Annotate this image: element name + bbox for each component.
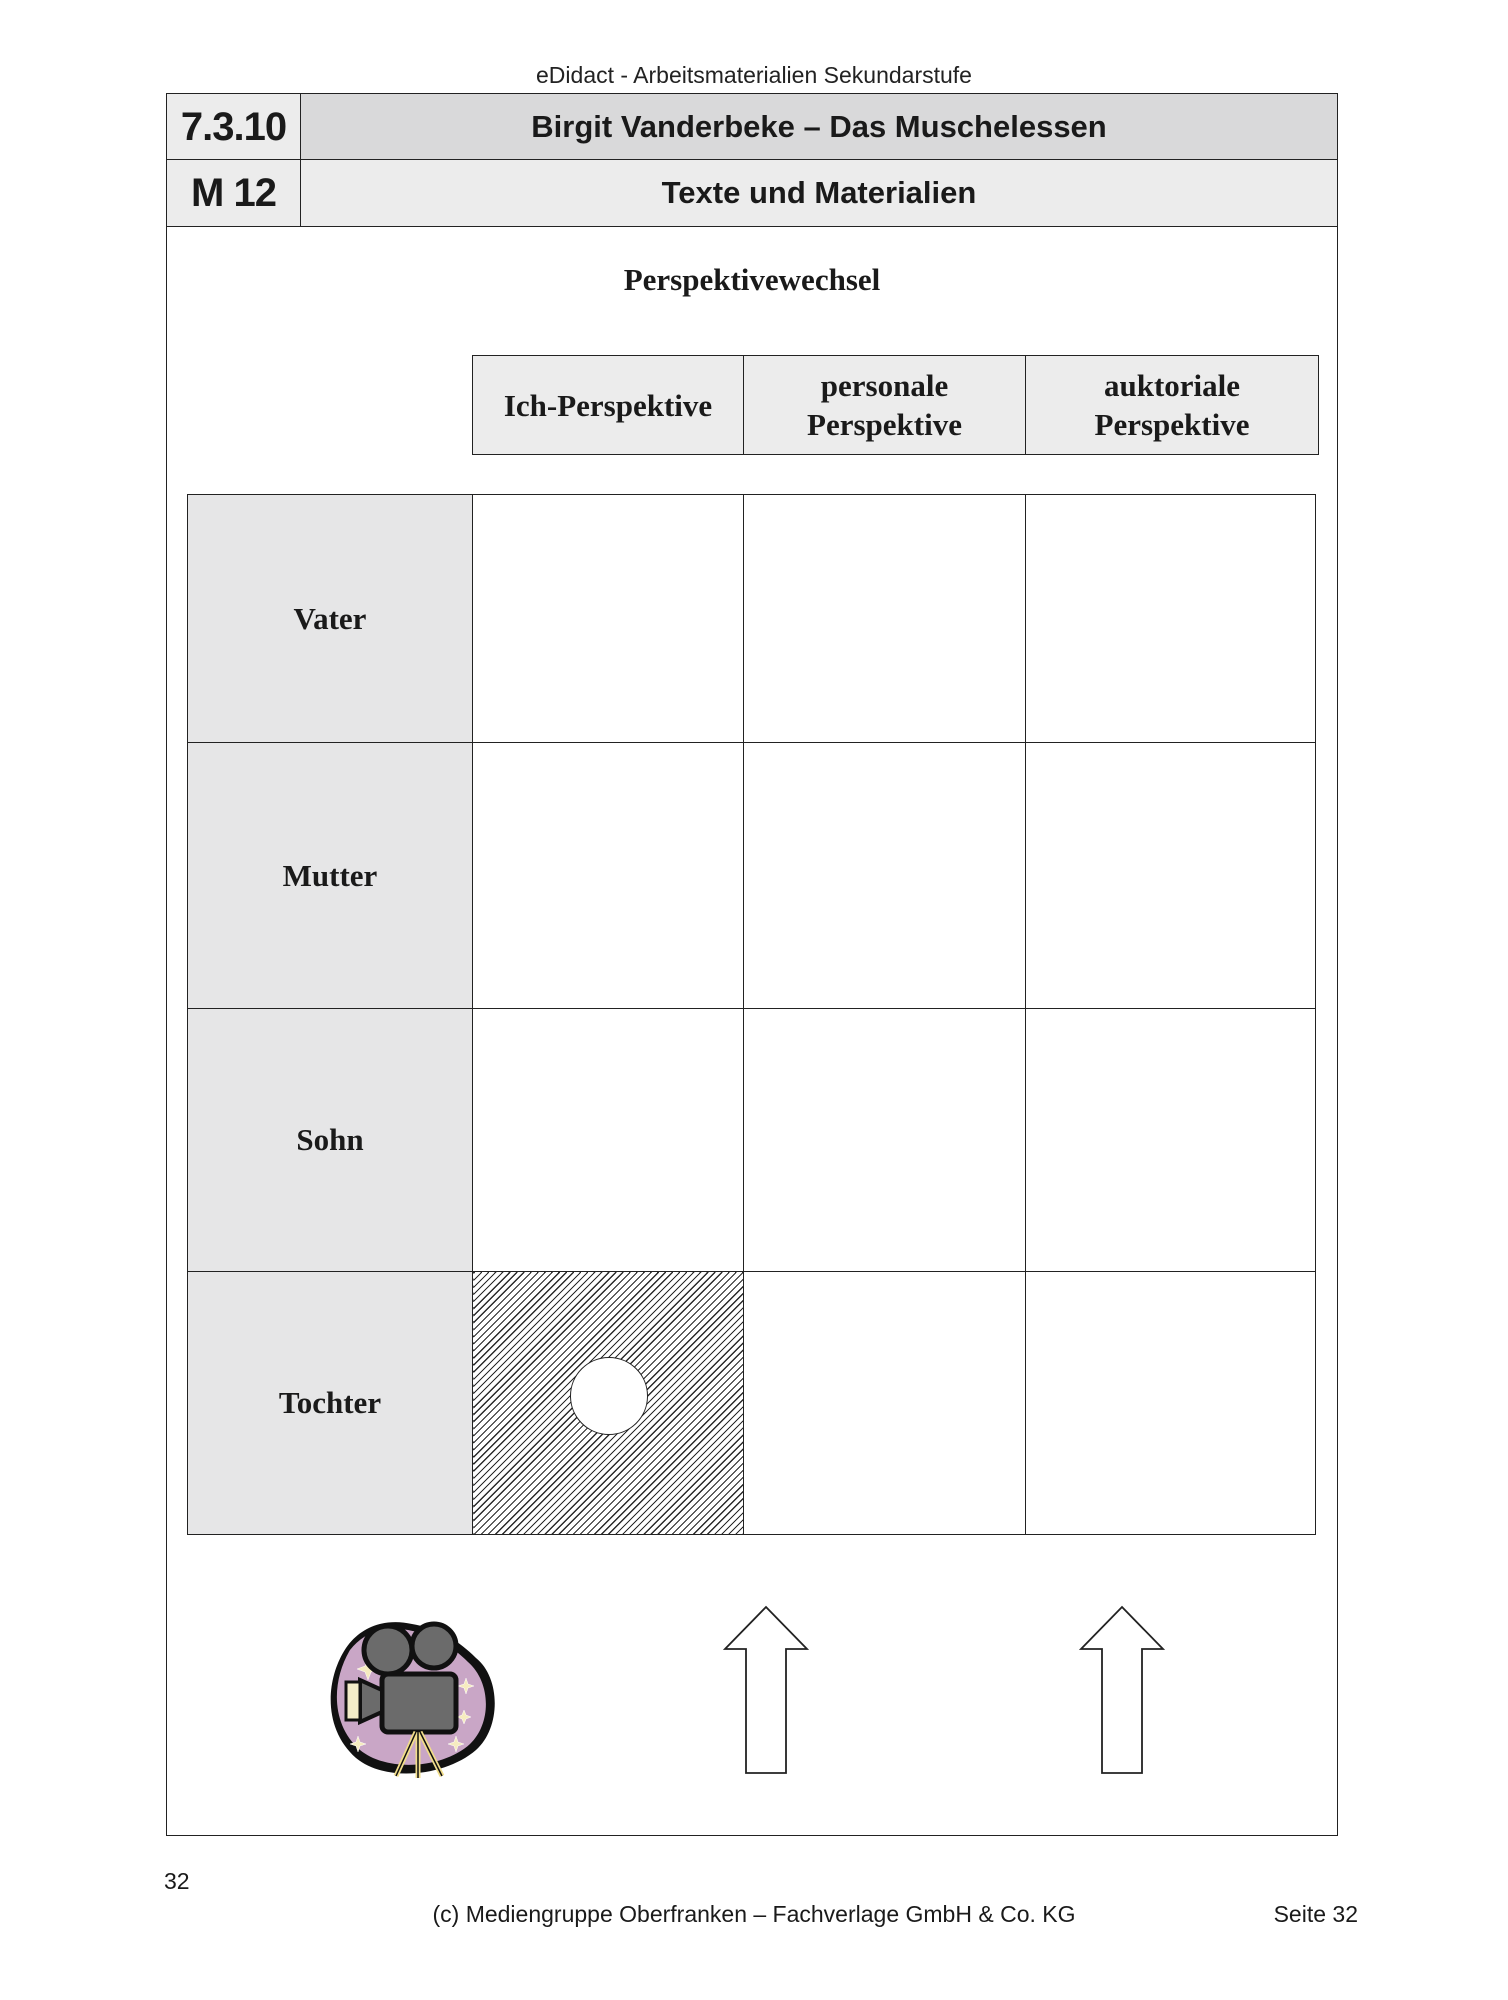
circle-marker	[570, 1357, 648, 1435]
row-label-mutter: Mutter	[188, 743, 473, 1009]
answer-cell[interactable]	[1026, 743, 1316, 1009]
column-header-ich	[473, 356, 744, 455]
row-label-vater: Vater	[188, 495, 473, 743]
material-subtitle: Texte und Materialien	[301, 160, 1337, 226]
answer-cell[interactable]	[744, 1272, 1026, 1535]
answer-cell[interactable]	[744, 1009, 1026, 1272]
column-header-personal	[744, 356, 1026, 455]
answer-cell[interactable]	[473, 1009, 744, 1272]
answer-cell[interactable]	[473, 743, 744, 1009]
answer-cell[interactable]	[744, 495, 1026, 743]
running-head: eDidact - Arbeitsmaterialien Sekundarstufe	[536, 62, 972, 88]
column-header-auktorial	[1026, 356, 1319, 455]
column-header-table	[472, 355, 1319, 455]
arrow-up-icon	[723, 1605, 809, 1775]
row-label-tochter: Tochter	[188, 1272, 473, 1535]
unit-code: 7.3.10	[167, 94, 301, 160]
worksheet-title: Perspektivewechsel	[623, 262, 881, 297]
hatched-cell-tochter-ich	[473, 1272, 744, 1535]
table-row	[188, 1272, 1316, 1535]
row-label-sohn: Sohn	[188, 1009, 473, 1272]
unit-title: Birgit Vanderbeke – Das Muschelessen	[301, 94, 1337, 160]
answer-cell[interactable]	[1026, 495, 1316, 743]
header-row-material	[166, 159, 1338, 227]
material-code: M 12	[167, 160, 301, 226]
column-header-label: personale Perspektive	[807, 368, 962, 442]
answer-cell[interactable]	[744, 743, 1026, 1009]
answer-cell[interactable]	[1026, 1272, 1316, 1535]
publisher-line: (c) Mediengruppe Oberfranken – Fachverlage GmbH & Co. KG	[432, 1901, 1076, 1927]
table-row	[188, 495, 1316, 743]
table-row	[188, 743, 1316, 1009]
column-header-label: auktoriale Perspektive	[1094, 368, 1250, 442]
page-number: 32	[164, 1868, 190, 1894]
film-camera-icon	[316, 1598, 510, 1783]
header-row-title	[166, 93, 1338, 161]
answer-cell[interactable]	[1026, 1009, 1316, 1272]
column-header-label: Ich-Perspektive	[503, 387, 713, 423]
perspective-grid	[187, 494, 1316, 1535]
table-row	[188, 1009, 1316, 1272]
page-label: Seite 32	[1273, 1901, 1358, 1927]
answer-cell[interactable]	[473, 495, 744, 743]
arrow-up-icon	[1079, 1605, 1165, 1775]
